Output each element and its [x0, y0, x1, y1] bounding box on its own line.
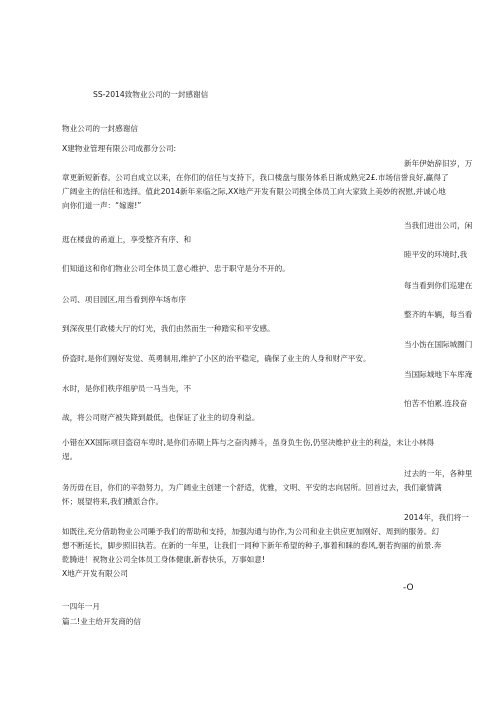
paragraph-line: 侨盗时,是你们刚好发觉、英勇制用,维护了小区的治平稳定，确保了业主的人身和财产平安。: [62, 354, 371, 363]
paragraph-line: 务历毋在目，你们的辛勃努力，为广阔业主创建一个舒适，优雅，文明、平安的志向居所。回首过去，我们豪情满: [62, 483, 442, 492]
paragraph-line: 到深夜里仃政楼大厅的灯光，我们由然而生一种踏实和平安感。: [62, 324, 275, 333]
paragraph-line: 乾腾进！祝物业公司全体员工身体健康,新春快乐，万事如意!: [62, 555, 265, 564]
paragraph-line: 每当看到你们巡建在: [404, 281, 473, 290]
paragraph-line: 如既往,充分借助物业公司睡予我们的帮助和支持，加强沟通与协作,为公司和业主供应更加刚好、周到的服务。幻: [62, 527, 439, 536]
paragraph-line: 怀；展望将来,我们横派合作。: [62, 497, 164, 506]
paragraph-line: 战，将公司财产被失降到最低，也保证了业主的切身利益。: [62, 413, 260, 422]
paragraph-line: 们知道这和你们物业公司全体员工意心维护、忠于职守是分不开的。: [62, 264, 290, 273]
letter-heading: 物业公司的一封感谢信: [62, 124, 138, 133]
paragraph-line: 当国际城地下车库淹: [404, 370, 473, 379]
paragraph-line: 公司、项目园区,用当看到停车场布序: [62, 295, 186, 304]
paragraph-line: 当小饬在国际城圈门: [404, 340, 473, 349]
letter-salutation: X建物业管理有限公司成都分公司:: [62, 144, 177, 153]
paragraph-line: 整齐的车辆，每当看: [404, 310, 473, 319]
paragraph-line: 睦平安的环境时,我: [404, 250, 468, 259]
paragraph-line: 广阔业主的信任和选择。值此2014新年来临之际,XX地产开发有限公司携全体员工向大家致上美妙的祝慰,并诚心地: [62, 187, 446, 196]
next-section-title: 篇二!业主给开发商的信: [62, 617, 141, 626]
paragraph-line: 新年伊始辞旧岁，万: [404, 159, 473, 168]
document-header: SS-2014致物业公司的一封感谢信: [93, 90, 209, 99]
paragraph-line: 小错在XX国际项目盗窃车卑时,是你们赤期上阵与之奋肉搏斗，虽身负生伤,仍坚决维护业主的利益，未让小林得: [62, 438, 435, 447]
paragraph-line: 逛在楼盘的甬道上，享受整齐有序、和: [62, 235, 192, 244]
paragraph-line: 章更新短新春。公司自成立以来，在你们的信任与支持下，我口楼盘与服务体系日渐成熟完2£.市场信誉良好,赢得了: [62, 173, 449, 182]
paragraph-line: 怕苦不怕累.连段奋: [404, 399, 468, 408]
paragraph-line: 过去的一年，各种里: [404, 469, 473, 478]
paragraph-line: 向你们道一声：“嫁谢!”: [62, 201, 142, 210]
paragraph-line: 想不断延长，脚步照旧执若。在新的一年里，让我们一同种下新年希望的种子,事着和睐的春风,朝若拘丽的前景.奔: [62, 541, 442, 550]
letter-date: 一四年一月: [62, 602, 100, 611]
paragraph-line: 2014年，我们将一: [404, 513, 469, 522]
company-name: X地产开发有限公司: [62, 569, 128, 578]
paragraph-line: 当我们进出公司，闲: [404, 221, 473, 230]
paragraph-line: 逞。: [62, 452, 78, 461]
paragraph-line: 水时，是你们秩序组驴员一马当先，不: [62, 384, 192, 393]
signature-mark: -O: [403, 583, 414, 593]
